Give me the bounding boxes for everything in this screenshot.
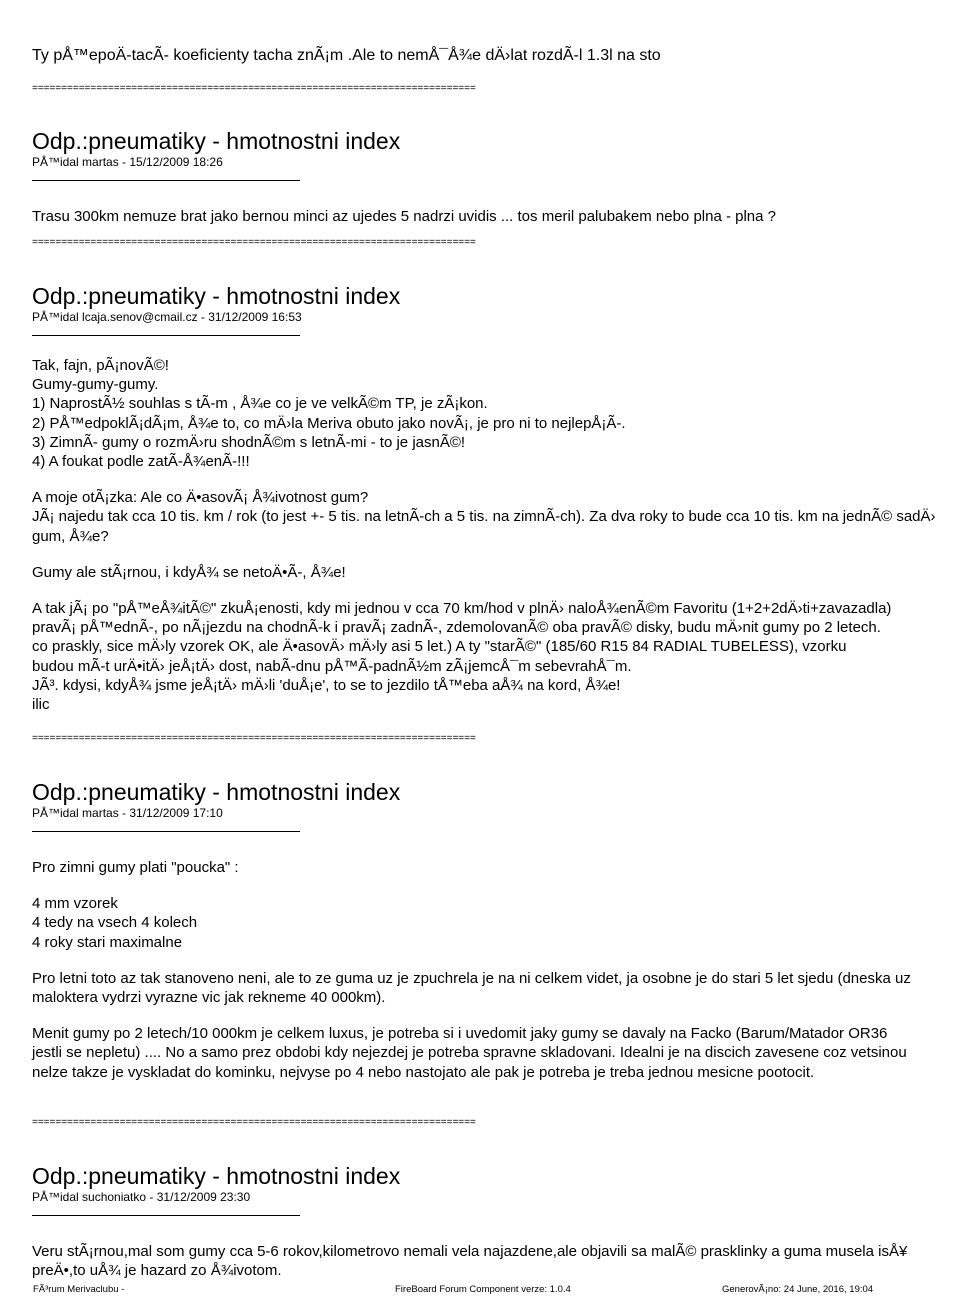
post-paragraph-line: 3) ZimnÃ- gumy o rozmÄ›ru shodnÃ©m s letnÃ-mi - to je jasnÃ©! — [32, 433, 466, 451]
footer-right: GenerovÃ¡no: 24 June, 2016, 19:04 — [722, 1284, 874, 1295]
post-paragraph: Veru stÃ¡rnou,mal som gumy cca 5-6 rokov,kilometrovo nemali vela najazdene,ale objavili sa malÃ© prasklinky a guma musela isÅ¥ preÄ•,to uÅ¾ je hazard zo Å¾ivotom. — [32, 1243, 912, 1280]
post-paragraph-line: A moje otÃ¡zka: Ale co Ä•asovÃ¡ Å¾ivotnost gum? — [32, 489, 369, 507]
post-paragraph-line: budou mÃ-t urÄ•itÄ› jeÅ¡tÄ› dost, nabÃ-dnu pÅ™Ã-padnÃ½m zÃ¡jemcÅ¯m sebevrahÅ¯m. — [32, 657, 632, 675]
post-title: Odp.:pneumatiky - hmotnostni index — [32, 128, 401, 154]
post-meta: PÅ™idal martas - 31/12/2009 17:10 — [32, 806, 223, 820]
post-paragraph-line: Pro zimni gumy plati "poucka" : — [32, 859, 239, 876]
post-paragraph-line: co praskly, sice mÄ›ly vzorek OK, ale Ä•asovÄ› mÄ›ly asi 5 let.) A ty "starÃ©" (185/60 R15 84 RADIAL TUBELESS), vzorku — [32, 638, 847, 656]
post-paragraph-line: Trasu 300km nemuze brat jako bernou minci az ujedes 5 nadrzi uvidis ... tos meril palubakem nebo plna - plna ? — [32, 208, 777, 225]
post-meta: PÅ™idal martas - 15/12/2009 18:26 — [32, 155, 223, 169]
post-body — [32, 1242, 912, 1280]
post-title: Odp.:pneumatiky - hmotnostni index — [32, 283, 401, 309]
separator: ============================================================================ — [32, 237, 476, 248]
intro-text: Ty pÅ™epoÄ-tacÃ- koeficienty tacha znÃ¡m .Ale to nemÅ¯Å¾e dÄ›lat rozdÃ-l 1.3l na sto — [32, 47, 661, 64]
post-paragraph: Pro letni toto az tak stanoveno neni, ale to ze guma uz je zpuchrela je na ni celkem videt, ja osobne je do stari 5 let sjedu (dneska uz maloktera vydrzi vyrazne vic jak rekneme 40 000km). — [32, 969, 916, 1007]
post-paragraph-line: Gumy ale stÃ¡rnou, i kdyÅ¾ se netoÄ•Ã-, Å¾e! — [32, 563, 346, 581]
post-1 — [32, 128, 960, 226]
separator: ============================================================================ — [32, 733, 476, 744]
post-meta: PÅ™idal lcaja.senov@cmail.cz - 31/12/2009 16:53 — [32, 310, 302, 324]
post-title: Odp.:pneumatiky - hmotnostni index — [32, 1163, 401, 1189]
post-paragraph-line: 1) NaprostÃ½ souhlas s tÃ-m , Å¾e co je ve velkÃ©m TP, je zÃ¡kon. — [32, 395, 488, 413]
post-2 — [32, 283, 960, 714]
footer-middle: FireBoard Forum Component verze: 1.0.4 — [395, 1284, 571, 1295]
post-paragraph-line: 4 roky stari maximalne — [32, 933, 183, 951]
separator: ============================================================================ — [32, 1117, 476, 1128]
post-paragraph-line: Gumy-gumy-gumy. — [32, 376, 159, 394]
post-paragraph-line: Tak, fajn, pÃ¡novÃ©! — [32, 357, 169, 374]
post-3 — [32, 779, 960, 1082]
post-paragraph-line: ilic — [32, 696, 50, 714]
post-paragraph-line: JÃ¡ najedu tak cca 10 tis. km / rok (to jest +- 5 tis. na letnÃ-ch a 5 tis. na zimnÃ-ch). Za dva roky to bude cca 10 tis. km na jednÃ© sadÄ› gum, Å¾e? — [32, 508, 940, 545]
post-rule — [32, 1215, 300, 1216]
post-paragraph-line: 4) A foukat podle zatÃ-Å¾enÃ-!!! — [32, 453, 250, 471]
post-rule — [32, 831, 300, 832]
post-rule — [32, 180, 300, 181]
post-paragraph-line: pravÃ¡ pÅ™ednÃ-, po nÃ¡jezdu na chodnÃ-k i pravÃ¡ zadnÃ-, zdemolovanÃ© oba pravÃ© disky, budu mÄ›nit gumy po 2 letech. — [32, 619, 881, 637]
post-body — [32, 207, 960, 226]
post-body — [32, 858, 916, 1082]
post-paragraph-line: 4 mm vzorek — [32, 895, 118, 913]
post-title: Odp.:pneumatiky - hmotnostni index — [32, 779, 401, 805]
separator: ============================================================================ — [32, 83, 476, 94]
post-body — [32, 356, 960, 714]
post-rule — [32, 335, 300, 336]
footer-left: FÃ³rum Merivaclubu - — [33, 1284, 125, 1295]
post-4 — [32, 1163, 960, 1280]
post-paragraph-line: JÃ³. kdysi, kdyÅ¾ jsme jeÅ¡tÄ› mÄ›li 'duÅ¡e', to se to jezdilo tÅ™eba aÅ¾ na kord, Å¾e! — [32, 676, 621, 694]
post-paragraph-line: 2) PÅ™edpoklÃ¡dÃ¡m, Å¾e to, co mÄ›la Meriva obuto jako novÃ¡, je pro ni to nejlepÅ¡Ã-. — [32, 414, 626, 432]
post-paragraph: Menit gumy po 2 letech/10 000km je celkem luxus, je potreba si i uvedomit jaky gumy se davaly na Facko (Barum/Matador OR36 jestli se nepletu) .... No a samo prez obdobi kdy nejezdej je potreba spravne skladovani. Idealni je na discich zavesene coz vetsinou nelze takze je vyskladat do kominku, nejvyse po 4 nebo nastojato ale pak je potreba je treba jednou mesicne pootocit. — [32, 1025, 911, 1081]
post-meta: PÅ™idal suchoniatko - 31/12/2009 23:30 — [32, 1190, 251, 1204]
post-paragraph-line: A tak jÃ¡ po "pÅ™eÅ¾itÃ©" zkuÅ¡enosti, kdy mi jednou v cca 70 km/hod v plnÄ› naloÅ¾enÃ©m Favoritu (1+2+2dÄ›ti+zavazadla) — [32, 600, 892, 618]
post-paragraph-line: 4 tedy na vsech 4 kolech — [32, 914, 198, 932]
